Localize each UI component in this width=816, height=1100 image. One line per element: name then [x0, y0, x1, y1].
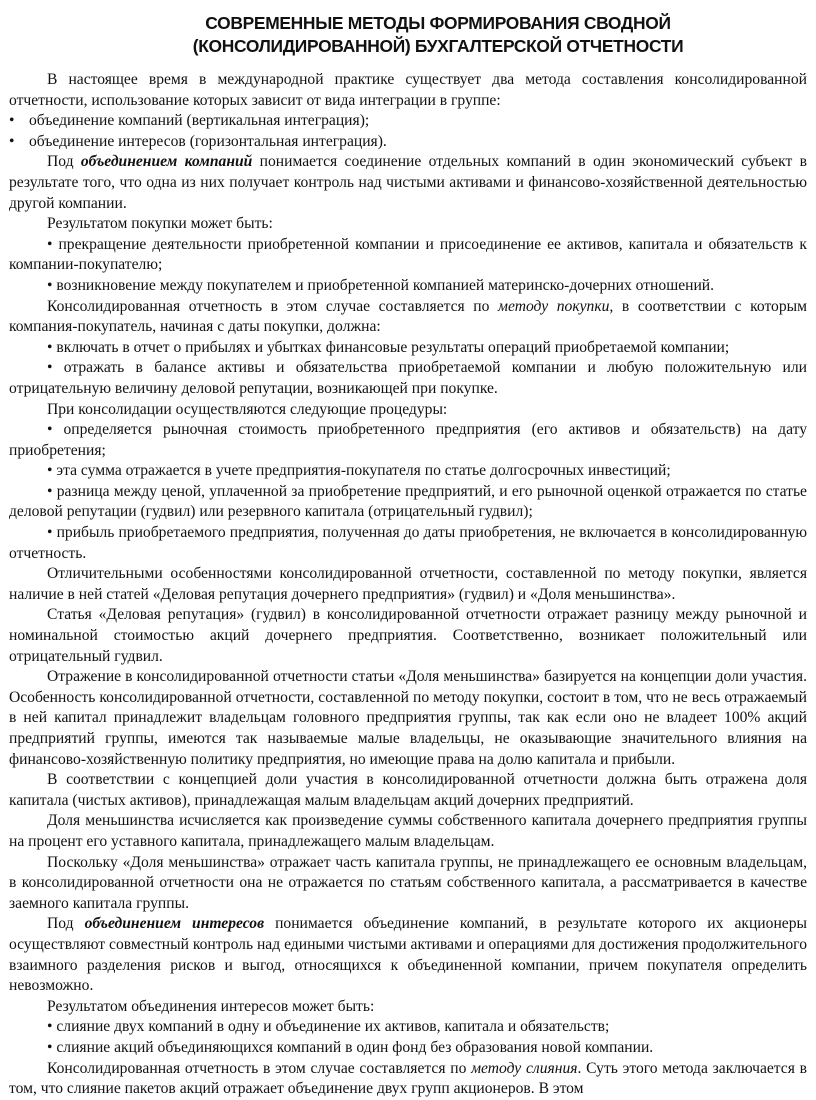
paragraph-purchase-method	[9, 297, 807, 338]
text-run: понимается объединение компаний, в результате которого их акционеры осуществляют совместный контроль над едиными чистыми активами и операциями для достижения продолжительного взаимного разделения рисков и выгод, относящихся к объединенной компании, причем покупателя определить невозможно.	[9, 915, 807, 995]
paragraph-pooling-result: Результатом объединения интересов может быть:	[47, 997, 375, 1015]
bullet-icon: •	[9, 112, 15, 130]
page-title	[69, 12, 807, 58]
list-item-text: включать в отчет о прибылях и убытках финансовые результаты операций приобретаемой компании;	[56, 338, 730, 356]
title-line-1: СОВРЕМЕННЫЕ МЕТОДЫ ФОРМИРОВАНИЯ СВОДНОЙ	[205, 13, 671, 33]
list-item	[9, 132, 807, 153]
list-item	[9, 1038, 807, 1059]
list-item-text: слияние двух компаний в одну и объединение их активов, капитала и обязательств;	[56, 1018, 610, 1036]
list-item	[9, 482, 807, 523]
paragraph-minority-calc: Доля меньшинства исчисляется как произведение суммы собственного капитала дочернего предприятия группы на процент его уставного капитала, принадлежащего малым владельцам.	[9, 812, 807, 850]
text-run: понимается соединение отдельных компаний в один экономический субъект в результате того, что одна из них получает контроль над чистыми активами и финансово-хозяйственной деятельностью другой компании.	[9, 153, 807, 212]
bullet-icon: •	[47, 482, 53, 500]
paragraph-minority-concept: Отражение в консолидированной отчетности статьи «Доля меньшинства» базируется на концепции доли участия. Особенность консолидированной отчетности, составленной по методу покупки, состоит в том, что не весь отражаемый в ней капитал принадлежит владельцам головного предприятия группы, так как если оно не владеет 100% акций предприятий группы, имеются так называемые малые владельцы, не оказывающие значительного влияния на финансово-хозяйственную политику предприятия, но имеющие права на долю капитала и прибыли.	[9, 668, 807, 768]
paragraph-interest-pooling	[9, 914, 807, 996]
list-item	[9, 338, 807, 359]
list-item-text: отражать в балансе активы и обязательства приобретаемой компании и любую положительную или отрицательную величину деловой репутации, возникающей при покупке.	[9, 359, 807, 397]
list-item-text: слияние акций объединяющихся компаний в один фонд без образования новой компании.	[56, 1038, 654, 1056]
term-purchase-method: методу покупки,	[498, 297, 614, 315]
text-run: . Суть этого метода заключается в том, что слияние пакетов акций отражает объединение двух групп акционеров. В этом	[9, 1059, 807, 1098]
list-item-text: прекращение деятельности приобретенной компании и присоединение ее активов, капитала и обязательств к компании-покупателю;	[9, 235, 807, 274]
list-item	[9, 420, 807, 461]
list-item	[9, 358, 807, 399]
paragraph-goodwill: Статья «Деловая репутация» (гудвил) в консолидированной отчетности отражает разницу между рыночной и номинальной стоимостью акций дочернего предприятия. Соответственно, возникает положительный или отрицательный гудвил.	[9, 606, 807, 665]
list-item	[9, 111, 807, 132]
list-item-text: объединение компаний (вертикальная интеграция);	[29, 112, 370, 130]
list-item-text: эта сумма отражается в учете предприятия-покупателя по статье долгосрочных инвестиций;	[56, 462, 671, 480]
paragraph-intro: В настоящее время в международной практике существует два метода составления консолидированной отчетности, использование которых зависит от вида интеграции в группе:	[9, 71, 807, 109]
list-item-text: объединение интересов (горизонтальная интеграция).	[29, 132, 387, 150]
bullet-icon: •	[47, 524, 53, 542]
list-item	[9, 523, 807, 564]
bullet-icon: •	[47, 338, 53, 356]
list-item	[9, 461, 807, 482]
paragraph-company-merger	[9, 152, 807, 214]
bullet-icon: •	[47, 462, 53, 480]
paragraph-minority-share: В соответствии с концепцией доли участия в консолидированной отчетности должна быть отражена доля капитала (чистых активов), принадлежащая малым владельцам акций дочерних предприятий.	[9, 771, 807, 809]
list-item	[9, 1017, 807, 1038]
list-item-text: возникновение между покупателем и приобретенной компанией материнско-дочерних отношений.	[56, 276, 715, 294]
list-item-text: разница между ценой, уплаченной за приобретение предприятий, и его рыночной оценкой отражается по статье деловой репутации (гудвил) или резервного капитала (отрицательный гудвил);	[9, 482, 807, 521]
paragraph-purchase-result: Результатом покупки может быть:	[47, 215, 273, 233]
list-item-text: прибыль приобретаемого предприятия, полученная до даты приобретения, не включается в консолидированную отчетность.	[9, 524, 807, 562]
text-run: Под	[47, 915, 85, 933]
title-line-2: (КОНСОЛИДИРОВАННОЙ) БУХГАЛТЕРСКОЙ ОТЧЕТНОСТИ	[192, 36, 684, 56]
term-company-merger: объединением компаний	[80, 153, 253, 171]
term-merger-method: методу слияния	[471, 1059, 578, 1077]
paragraph-minority-liability: Поскольку «Доля меньшинства» отражает часть капитала группы, не принадлежащего ее основным владельцам, в консолидированной отчетности она не отражается по статьям собственного капитала, а рассматривается в качестве заемного капитала группы.	[9, 853, 807, 912]
bullet-icon: •	[47, 1038, 53, 1056]
text-run: Консолидированная отчетность в этом случае составляется по	[47, 297, 499, 315]
term-interest-pooling: объединением интересов	[84, 915, 265, 933]
bullet-icon: •	[47, 421, 53, 439]
bullet-icon: •	[47, 276, 53, 294]
paragraph-features: Отличительными особенностями консолидированной отчетности, составленной по методу покупки, является наличие в ней статей «Деловая репутация дочернего предприятия» (гудвил) и «Доля меньшинства».	[9, 565, 807, 603]
bullet-icon: •	[47, 359, 53, 377]
paragraph-merger-method	[9, 1059, 807, 1100]
text-run: Консолидированная отчетность в этом случае составляется по	[47, 1059, 472, 1077]
text-run: Под	[47, 153, 81, 171]
text-run: в соответствии с которым компания-покупатель, начиная с даты покупки, должна:	[9, 297, 807, 336]
paragraph-procedures: При консолидации осуществляются следующие процедуры:	[47, 400, 448, 418]
list-item	[9, 235, 807, 276]
bullet-icon: •	[47, 1018, 53, 1036]
list-item	[9, 276, 807, 297]
bullet-icon: •	[47, 235, 53, 253]
list-item-text: определяется рыночная стоимость приобретенного предприятия (его активов и обязательств) на дату приобретения;	[9, 421, 807, 459]
bullet-icon: •	[9, 132, 15, 150]
